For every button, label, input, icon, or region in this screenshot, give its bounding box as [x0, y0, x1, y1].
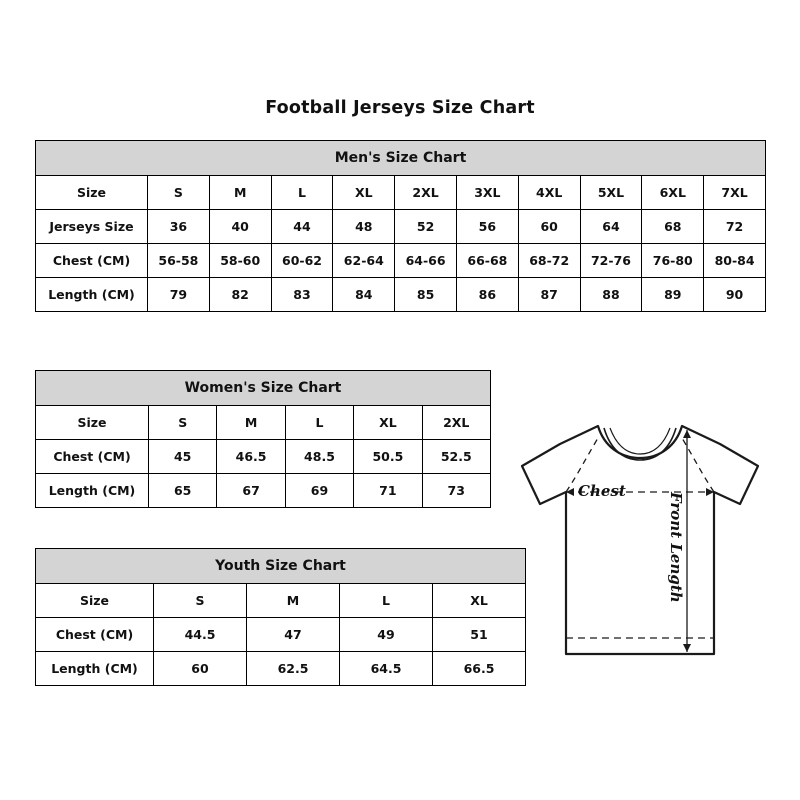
value-cell: 88 — [580, 278, 642, 312]
row-label: Length (CM) — [36, 278, 148, 312]
size-cell: 6XL — [642, 176, 704, 210]
value-cell: 49 — [340, 618, 433, 652]
value-cell: 40 — [209, 210, 271, 244]
table-row — [36, 244, 766, 278]
table-row — [36, 440, 491, 474]
value-cell: 64.5 — [340, 652, 433, 686]
value-cell: 73 — [422, 474, 490, 508]
value-cell: 50.5 — [354, 440, 422, 474]
value-cell: 60 — [154, 652, 247, 686]
youth-size-chart-caption: Youth Size Chart — [35, 548, 526, 583]
value-cell: 62-64 — [333, 244, 395, 278]
size-cell: XL — [354, 406, 422, 440]
value-cell: 69 — [285, 474, 353, 508]
value-cell: 65 — [149, 474, 217, 508]
size-cell: M — [247, 584, 340, 618]
size-cell: 2XL — [422, 406, 490, 440]
value-cell: 44.5 — [154, 618, 247, 652]
page-title: Football Jerseys Size Chart — [265, 98, 535, 118]
mens-size-chart-caption: Men's Size Chart — [35, 140, 766, 175]
table-row — [36, 618, 526, 652]
value-cell: 82 — [209, 278, 271, 312]
value-cell: 67 — [217, 474, 285, 508]
mens-size-chart — [35, 140, 765, 312]
size-cell: 7XL — [704, 176, 766, 210]
value-cell: 72 — [704, 210, 766, 244]
row-label: Size — [36, 176, 148, 210]
size-cell: L — [285, 406, 353, 440]
value-cell: 47 — [247, 618, 340, 652]
value-cell: 76-80 — [642, 244, 704, 278]
table-row — [36, 584, 526, 618]
row-label: Chest (CM) — [36, 618, 154, 652]
size-cell: XL — [333, 176, 395, 210]
value-cell: 60-62 — [271, 244, 333, 278]
chest-dimension-label: Chest — [578, 482, 626, 500]
row-label: Length (CM) — [36, 474, 149, 508]
value-cell: 46.5 — [217, 440, 285, 474]
table-row — [36, 474, 491, 508]
value-cell: 86 — [456, 278, 518, 312]
table-row — [36, 278, 766, 312]
value-cell: 48.5 — [285, 440, 353, 474]
value-cell: 87 — [518, 278, 580, 312]
value-cell: 56-58 — [148, 244, 210, 278]
value-cell: 64-66 — [395, 244, 457, 278]
size-cell: 5XL — [580, 176, 642, 210]
value-cell: 64 — [580, 210, 642, 244]
tshirt-measurement-diagram — [500, 396, 790, 686]
womens-size-chart — [35, 370, 490, 508]
womens-size-table — [35, 370, 491, 508]
table-row — [36, 406, 491, 440]
value-cell: 52.5 — [422, 440, 490, 474]
row-label: Chest (CM) — [36, 244, 148, 278]
value-cell: 36 — [148, 210, 210, 244]
value-cell: 62.5 — [247, 652, 340, 686]
value-cell: 68-72 — [518, 244, 580, 278]
value-cell: 48 — [333, 210, 395, 244]
value-cell: 80-84 — [704, 244, 766, 278]
size-cell: 3XL — [456, 176, 518, 210]
value-cell: 51 — [433, 618, 526, 652]
value-cell: 83 — [271, 278, 333, 312]
value-cell: 66.5 — [433, 652, 526, 686]
value-cell: 45 — [149, 440, 217, 474]
size-cell: L — [340, 584, 433, 618]
size-cell: 2XL — [395, 176, 457, 210]
value-cell: 89 — [642, 278, 704, 312]
size-cell: M — [209, 176, 271, 210]
row-label: Chest (CM) — [36, 440, 149, 474]
value-cell: 79 — [148, 278, 210, 312]
value-cell: 44 — [271, 210, 333, 244]
mens-size-table — [35, 140, 766, 312]
value-cell: 58-60 — [209, 244, 271, 278]
table-row — [36, 652, 526, 686]
womens-size-chart-caption: Women's Size Chart — [35, 370, 491, 405]
row-label: Size — [36, 406, 149, 440]
tshirt-icon — [500, 396, 790, 686]
value-cell: 66-68 — [456, 244, 518, 278]
size-cell: S — [154, 584, 247, 618]
size-cell: M — [217, 406, 285, 440]
row-label: Length (CM) — [36, 652, 154, 686]
table-row — [36, 176, 766, 210]
youth-size-table — [35, 548, 526, 686]
size-cell: 4XL — [518, 176, 580, 210]
value-cell: 68 — [642, 210, 704, 244]
value-cell: 84 — [333, 278, 395, 312]
size-cell: L — [271, 176, 333, 210]
row-label: Size — [36, 584, 154, 618]
value-cell: 85 — [395, 278, 457, 312]
table-row — [36, 210, 766, 244]
value-cell: 56 — [456, 210, 518, 244]
front-length-dimension-label: Front Length — [667, 492, 685, 603]
value-cell: 90 — [704, 278, 766, 312]
size-cell: S — [149, 406, 217, 440]
value-cell: 72-76 — [580, 244, 642, 278]
value-cell: 71 — [354, 474, 422, 508]
row-label: Jerseys Size — [36, 210, 148, 244]
size-cell: XL — [433, 584, 526, 618]
value-cell: 52 — [395, 210, 457, 244]
youth-size-chart — [35, 548, 525, 686]
value-cell: 60 — [518, 210, 580, 244]
size-cell: S — [148, 176, 210, 210]
